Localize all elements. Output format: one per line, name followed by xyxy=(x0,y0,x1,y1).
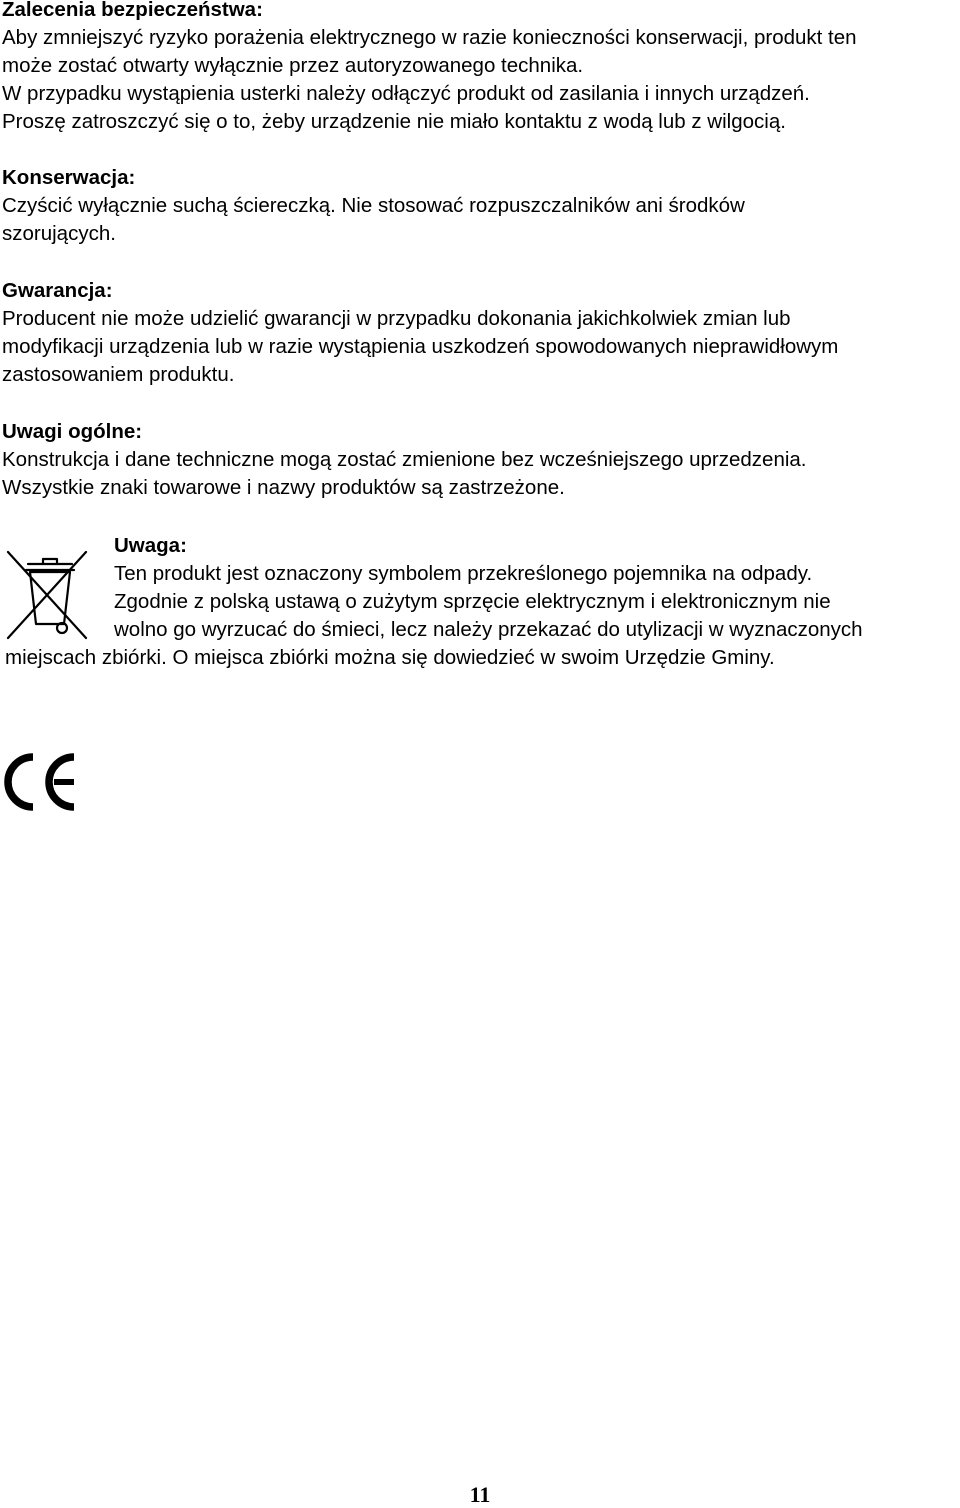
safety-line: Aby zmniejszyć ryzyko porażenia elektrycznego w razie konieczności konserwacji, produkt ten xyxy=(2,26,857,49)
maintenance-heading: Konserwacja: xyxy=(2,166,136,189)
safety-section xyxy=(2,0,954,136)
general-notes-heading: Uwagi ogólne: xyxy=(2,420,143,443)
general-notes-line: Konstrukcja i dane techniczne mogą zostać zmienione bez wcześniejszego uprzedzenia. xyxy=(2,448,807,471)
disposal-note-tail: miejscach zbiórki. O miejsca zbiórki można się dowiedzieć w swoim Urzędzie Gminy. xyxy=(5,646,775,669)
warranty-heading: Gwarancja: xyxy=(2,279,113,302)
page-number: 11 xyxy=(469,1482,491,1507)
safety-line: W przypadku wystąpienia usterki należy odłączyć produkt od zasilania i innych urządzeń. xyxy=(2,82,810,105)
safety-line: może zostać otwarty wyłącznie przez autoryzowanego technika. xyxy=(2,54,584,77)
disposal-note-heading: Uwaga: xyxy=(114,534,187,557)
disposal-note-line: Zgodnie z polską ustawą o zużytym sprzęcie elektrycznym i elektronicznym nie xyxy=(114,590,831,613)
ce-mark-icon xyxy=(2,752,78,812)
warranty-section xyxy=(2,277,954,389)
maintenance-line: Czyścić wyłącznie suchą ściereczką. Nie stosować rozpuszczalników ani środków xyxy=(2,194,745,217)
disposal-note-line: Ten produkt jest oznaczony symbolem przekreślonego pojemnika na odpady. xyxy=(114,562,813,585)
maintenance-line: szorujących. xyxy=(2,222,116,245)
safety-heading: Zalecenia bezpieczeństwa: xyxy=(2,0,263,21)
general-notes-line: Wszystkie znaki towarowe i nazwy produktów są zastrzeżone. xyxy=(2,476,565,499)
maintenance-section xyxy=(2,164,954,248)
warranty-line: zastosowaniem produktu. xyxy=(2,363,235,386)
disposal-note-section xyxy=(0,532,956,672)
warranty-line: modyfikacji urządzenia lub w razie wystąpienia uszkodzeń spowodowanych nieprawidłowym xyxy=(2,335,839,358)
general-notes-section xyxy=(2,418,954,502)
crossed-out-wheelie-bin-icon xyxy=(6,550,88,640)
safety-line: Proszę zatroszczyć się o to, żeby urządzenie nie miało kontaktu z wodą lub z wilgocią. xyxy=(2,110,786,133)
disposal-note-line: wolno go wyrzucać do śmieci, lecz należy przekazać do utylizacji w wyznaczonych xyxy=(114,618,863,641)
warranty-line: Producent nie może udzielić gwarancji w przypadku dokonania jakichkolwiek zmian lub xyxy=(2,307,791,330)
